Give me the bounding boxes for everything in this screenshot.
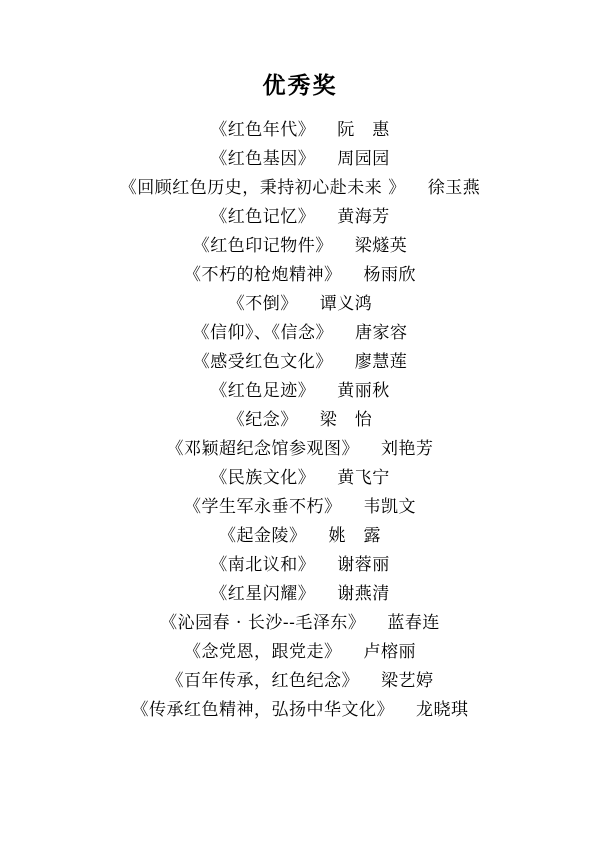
entry-title: 《起金陵》 — [219, 526, 307, 547]
page-title: 优秀奖 — [262, 72, 338, 99]
entry-author: 韦凯文 — [363, 497, 416, 518]
list-item — [40, 580, 560, 609]
list-item — [40, 377, 560, 406]
entry-title: 《传承红色精神，弘扬中华文化》 — [131, 700, 394, 721]
list-item — [40, 696, 560, 725]
entry-author: 梁燧英 — [354, 236, 408, 257]
entry-author: 刘艳芳 — [381, 439, 434, 460]
list-item — [40, 551, 560, 580]
entry-title: 《南北议和》 — [210, 555, 316, 576]
entry-author: 蓝春连 — [387, 613, 440, 634]
entry-title: 《红色记忆》 — [210, 207, 316, 228]
entry-author: 徐玉燕 — [427, 178, 481, 199]
entry-title: 《纪念》 — [227, 410, 298, 431]
list-item — [40, 522, 560, 551]
list-item — [40, 638, 560, 667]
entry-title: 《不朽的枪炮精神》 — [184, 265, 342, 286]
entry-title: 《回顾红色历史，秉持初心赴未来 》 — [119, 178, 406, 199]
award-entry-list — [40, 116, 560, 725]
list-item — [40, 290, 560, 319]
entry-author: 黄海芳 — [337, 207, 390, 228]
entry-author: 杨雨欣 — [363, 265, 416, 286]
list-item — [40, 145, 560, 174]
entry-author: 阮 惠 — [337, 120, 390, 141]
entry-author: 谢燕清 — [337, 584, 390, 605]
list-item — [40, 348, 560, 377]
list-item — [40, 232, 560, 261]
entry-title: 《学生军永垂不朽》 — [184, 497, 342, 518]
list-item — [40, 261, 560, 290]
entry-author: 黄飞宁 — [337, 468, 390, 489]
list-item — [40, 174, 560, 203]
list-item — [40, 203, 560, 232]
list-item — [40, 493, 560, 522]
entry-title: 《百年传承，红色纪念》 — [166, 671, 359, 692]
entry-title: 《民族文化》 — [210, 468, 316, 489]
list-item — [40, 319, 560, 348]
entry-author: 卢榕丽 — [363, 642, 416, 663]
entry-author: 唐家容 — [355, 323, 408, 344]
entry-author: 梁艺婷 — [381, 671, 434, 692]
list-item — [40, 464, 560, 493]
entry-title: 《红星闪耀》 — [210, 584, 316, 605]
entry-title: 《感受红色文化》 — [192, 352, 333, 373]
entry-title: 《信仰》、《信念》 — [192, 323, 333, 344]
entry-title: 《红色足迹》 — [210, 381, 316, 402]
entry-author: 廖慧莲 — [354, 352, 408, 373]
entry-title: 《沁园春 · 长沙--毛泽东》 — [160, 613, 366, 634]
list-item — [40, 116, 560, 145]
list-item — [40, 406, 560, 435]
entry-author: 谢蓉丽 — [337, 555, 390, 576]
entry-title: 《红色年代》 — [210, 120, 316, 141]
entry-title: 《红色基因》 — [210, 149, 316, 170]
entry-title: 《邓颖超纪念馆参观图》 — [166, 439, 359, 460]
list-item — [40, 667, 560, 696]
list-item — [40, 609, 560, 638]
entry-author: 谭义鸿 — [319, 294, 373, 315]
entry-title: 《红色印记物件》 — [192, 236, 333, 257]
entry-author: 龙晓琪 — [416, 700, 469, 721]
entry-author: 周园园 — [337, 149, 390, 170]
entry-author: 梁 怡 — [319, 410, 373, 431]
entry-title: 《不倒》 — [227, 294, 298, 315]
entry-title: 《念党恩，跟党走》 — [184, 642, 342, 663]
list-item — [40, 435, 560, 464]
entry-author: 黄丽秋 — [337, 381, 390, 402]
entry-author: 姚 露 — [328, 526, 381, 547]
